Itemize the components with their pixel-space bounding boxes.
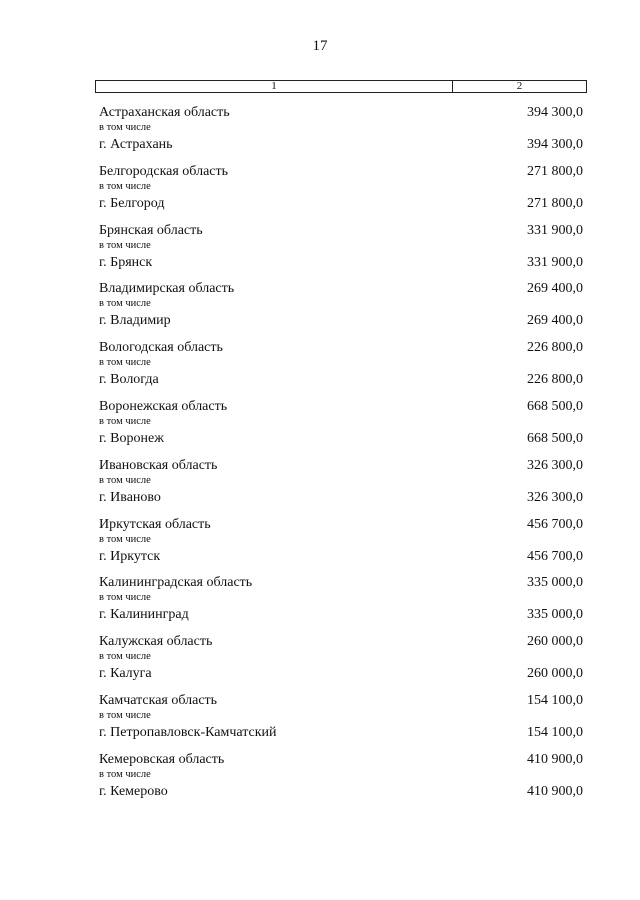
including-label: в том числе: [99, 768, 151, 780]
including-label: в том числе: [99, 180, 151, 192]
including-label: в том числе: [99, 533, 151, 545]
including-label: в том числе: [99, 122, 151, 133]
region-value: 326 300,0: [527, 457, 583, 473]
city-value: 154 100,0: [527, 724, 583, 740]
table-header: [95, 80, 587, 93]
city-value: 326 300,0: [527, 489, 583, 505]
region-entry: [0, 633, 640, 692]
including-label: в том числе: [99, 415, 151, 427]
city-name: г. Петропавловск-Камчатский: [99, 724, 277, 740]
city-name: г. Вологда: [99, 372, 159, 388]
city-value: 335 000,0: [527, 607, 583, 623]
region-entry: [0, 339, 640, 398]
city-name: г. Владимир: [99, 313, 171, 329]
region-entry: [0, 104, 640, 163]
region-entry: [0, 280, 640, 339]
city-name: г. Иваново: [99, 489, 161, 505]
region-entry: [0, 692, 640, 751]
region-list: [0, 104, 640, 810]
region-name: Кемеровская область: [99, 751, 225, 767]
region-value: 260 000,0: [527, 634, 583, 650]
region-value: 271 800,0: [527, 163, 583, 179]
including-label: в том числе: [99, 651, 151, 663]
region-entry: [0, 751, 640, 810]
including-label: в том числе: [99, 239, 151, 251]
page-number: 17: [312, 38, 328, 54]
region-value: 331 900,0: [527, 222, 583, 238]
region-name: Иркутская область: [99, 516, 211, 532]
region-entry: [0, 398, 640, 457]
city-value: 410 900,0: [527, 783, 583, 799]
region-value: 456 700,0: [527, 516, 583, 532]
region-name: Калужская область: [99, 634, 213, 650]
city-name: г. Воронеж: [99, 430, 164, 446]
city-value: 269 400,0: [527, 313, 583, 329]
region-value: 410 900,0: [527, 751, 583, 767]
region-name: Владимирская область: [99, 281, 235, 297]
region-name: Ивановская область: [99, 457, 218, 473]
city-name: г. Белгород: [99, 195, 165, 211]
region-entry: [0, 516, 640, 575]
table-header-col1: 1: [96, 81, 453, 92]
region-value: 335 000,0: [527, 575, 583, 591]
region-name: Калининградская область: [99, 575, 253, 591]
city-value: 456 700,0: [527, 548, 583, 564]
region-name: Брянская область: [99, 222, 203, 238]
region-value: 269 400,0: [527, 281, 583, 297]
including-label: в том числе: [99, 298, 151, 310]
region-entry: [0, 163, 640, 222]
including-label: в том числе: [99, 357, 151, 369]
region-value: 668 500,0: [527, 398, 583, 414]
region-value: 154 100,0: [527, 692, 583, 708]
city-value: 394 300,0: [527, 137, 583, 152]
including-label: в том числе: [99, 709, 151, 721]
city-name: г. Калининград: [99, 607, 189, 623]
city-value: 260 000,0: [527, 666, 583, 682]
region-name: Вологодская область: [99, 340, 223, 356]
region-entry: [0, 574, 640, 633]
city-name: г. Брянск: [99, 254, 153, 270]
including-label: в том числе: [99, 474, 151, 486]
city-value: 668 500,0: [527, 430, 583, 446]
region-value: 226 800,0: [527, 340, 583, 356]
city-name: г. Иркутск: [99, 548, 161, 564]
region-name: Камчатская область: [99, 692, 218, 708]
region-name: Воронежская область: [99, 398, 228, 414]
city-name: г. Астрахань: [99, 137, 173, 152]
city-value: 331 900,0: [527, 254, 583, 270]
including-label: в том числе: [99, 592, 151, 604]
city-name: г. Кемерово: [99, 783, 168, 799]
city-name: г. Калуга: [99, 666, 152, 682]
region-entry: [0, 457, 640, 516]
region-entry: [0, 222, 640, 281]
region-value: 394 300,0: [527, 105, 583, 120]
region-name: Астраханская область: [99, 105, 230, 120]
region-name: Белгородская область: [99, 163, 229, 179]
city-value: 271 800,0: [527, 195, 583, 211]
city-value: 226 800,0: [527, 372, 583, 388]
table-header-col2: 2: [516, 80, 523, 92]
